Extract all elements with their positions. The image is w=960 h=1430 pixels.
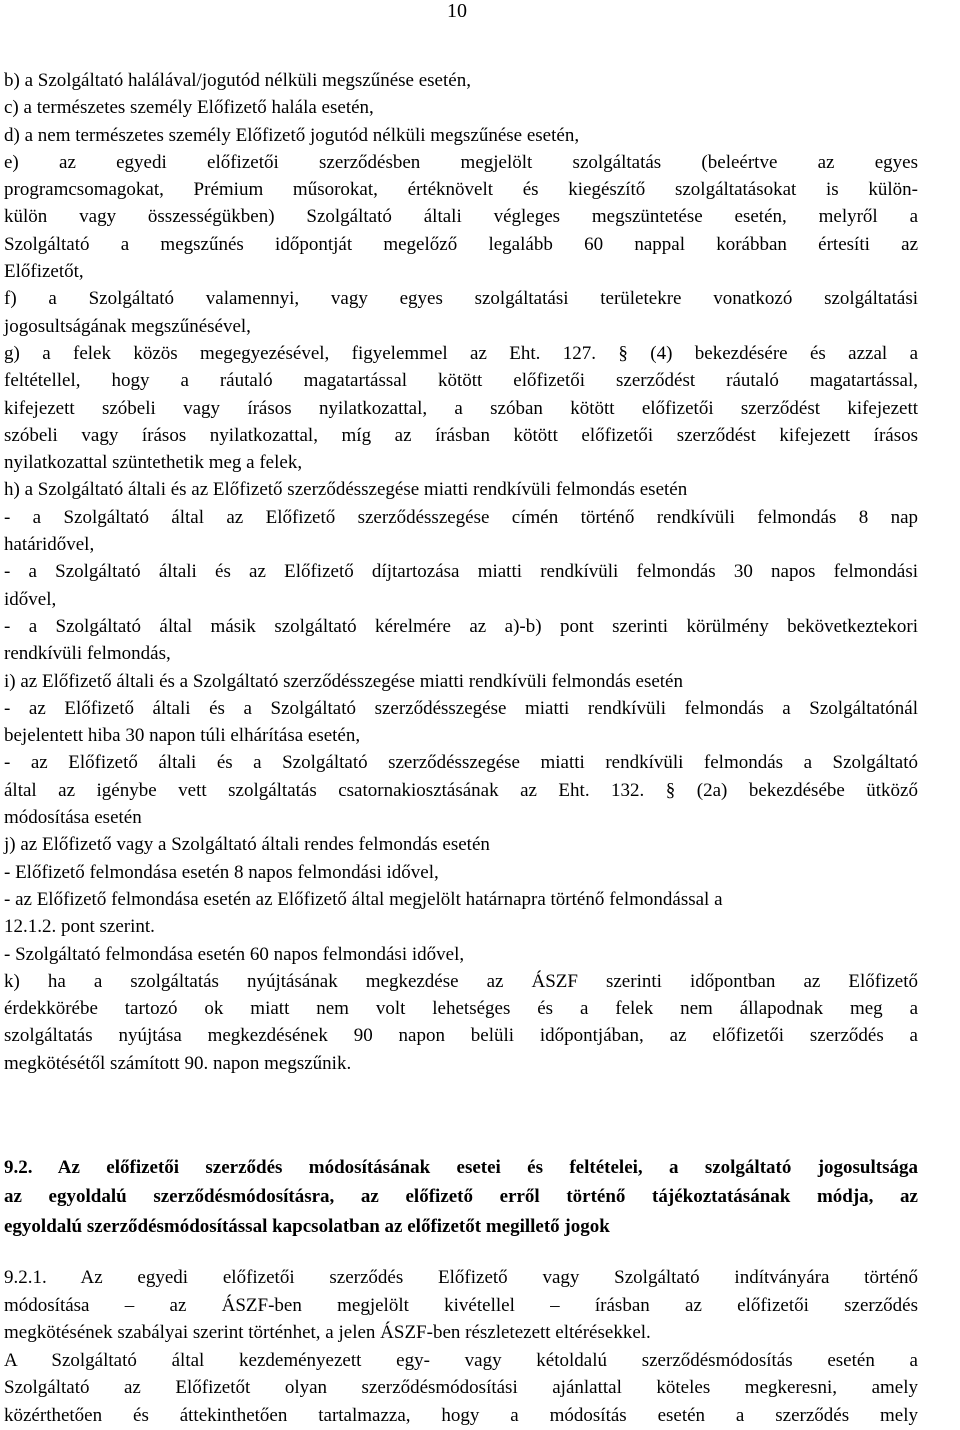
list-item: szolgáltatás nyújtása megkezdésének 90 napon belüli időpontjában, az előfizetői szerződés a bbox=[4, 1025, 918, 1047]
list-item: érdekkörébe tartozó ok miatt nem volt lehetséges és a felek nem állapodnak meg a bbox=[4, 998, 918, 1020]
section-heading-9-2 bbox=[4, 1153, 918, 1241]
list-item: c) a természetes személy Előfizető halála esetén, bbox=[4, 97, 374, 119]
list-item: h) a Szolgáltató általi és az Előfizető szerződésszegése miatti rendkívüli felmondás esetén bbox=[4, 479, 688, 501]
list-item: feltétellel, hogy a ráutaló magatartással kötött előfizetői szerződést ráutaló magatartással, bbox=[4, 370, 918, 392]
list-item: Előfizetőt, bbox=[4, 261, 84, 283]
paragraph-line: Szolgáltató az Előfizetőt olyan szerződésmódosítási ajánlattal köteles megkeresni, amely bbox=[4, 1377, 918, 1399]
list-item: f) a Szolgáltató valamennyi, vagy egyes szolgáltatási területekre vonatkozó szolgáltatási bbox=[4, 288, 918, 310]
list-item: g) a felek közös megegyezésével, figyelemmel az Eht. 127. § (4) bekezdésére és azzal a bbox=[4, 342, 918, 364]
list-item: - Szolgáltató felmondása esetén 60 napos felmondási idővel, bbox=[4, 943, 465, 965]
list-item: által az igénybe vett szolgáltatás csatornakiosztásának az Eht. 132. § (2a) bekezdésébe ütköző bbox=[4, 779, 918, 801]
list-item: d) a nem természetes személy Előfizető jogutód nélküli megszűnése esetén, bbox=[4, 124, 580, 146]
heading-line: egyoldalú szerződésmódosítással kapcsolatban az előfizetőt megillető jogok bbox=[4, 1215, 610, 1237]
list-item: - az Előfizető általi és a Szolgáltató szerződésszegése miatti rendkívüli felmondás a Szolgáltatónál bbox=[4, 697, 918, 719]
list-item: i) az Előfizető általi és a Szolgáltató szerződésszegése miatti rendkívüli felmondás esetén bbox=[4, 670, 683, 692]
list-item: - az Előfizető felmondása esetén az Előfizető által megjelölt határnapra történő felmondással a bbox=[4, 888, 723, 910]
heading-line: 9.2. Az előfizetői szerződés módosításának esetei és feltételei, a szolgáltató jogosultsága bbox=[4, 1157, 918, 1178]
list-item: módosítása esetén bbox=[4, 807, 142, 829]
paragraph-line: megkötésének szabályai szerint történhet, a jelen ÁSZF-ben részletezett eltérésekkel. bbox=[4, 1322, 651, 1344]
list-item: szóbeli vagy írásos nyilatkozattal, míg az írásban kötött előfizetői szerződést kifejezett írásos bbox=[4, 424, 918, 446]
list-item: rendkívüli felmondás, bbox=[4, 643, 171, 665]
list-item: külön vagy összességükben) Szolgáltató általi végleges megszüntetése esetén, melyről a bbox=[4, 206, 918, 228]
paragraph-line: közérthetően és áttekinthetően tartalmazza, hogy a módosítás esetén a szerződés mely bbox=[4, 1404, 918, 1426]
list-item: 12.1.2. pont szerint. bbox=[4, 916, 155, 938]
list-item: - Előfizető felmondása esetén 8 napos felmondási idővel, bbox=[4, 861, 439, 883]
page-number: 10 bbox=[447, 0, 467, 22]
list-item: jogosultságának megszűnésével, bbox=[4, 315, 251, 337]
termination-cases-list bbox=[4, 67, 918, 1077]
list-item: programcsomagokat, Prémium műsorokat, értéknövelt és kiegészítő szolgáltatásokat is külön- bbox=[4, 179, 918, 201]
list-item: bejelentett hiba 30 napon túli elhárítása esetén, bbox=[4, 725, 361, 747]
list-item: - az Előfizető általi és a Szolgáltató szerződésszegése miatti rendkívüli felmondás a Szolgáltató bbox=[4, 752, 918, 774]
list-item: nyilatkozattal szüntethetik meg a felek, bbox=[4, 452, 303, 474]
list-item: kifejezett szóbeli vagy írásos nyilatkozattal, a szóban kötött előfizetői szerződést kifejezett bbox=[4, 397, 918, 419]
section-9-2-1-body bbox=[4, 1264, 918, 1430]
list-item: - a Szolgáltató által az Előfizető szerződésszegése címén történő rendkívüli felmondás 8 nap bbox=[4, 506, 918, 528]
list-item: Szolgáltató a megszűnés időpontját megelőző legalább 60 nappal korábban értesíti az bbox=[4, 233, 918, 255]
list-item: határidővel, bbox=[4, 534, 95, 556]
list-item: j) az Előfizető vagy a Szolgáltató általi rendes felmondás esetén bbox=[4, 834, 490, 856]
paragraph-line: módosítása – az ÁSZF-ben megjelölt kivétellel – írásban az előfizetői szerződés bbox=[4, 1294, 918, 1316]
list-item: b) a Szolgáltató halálával/jogutód nélküli megszűnése esetén, bbox=[4, 70, 471, 91]
list-item: k) ha a szolgáltatás nyújtásának megkezdése az ÁSZF szerinti időpontban az Előfizető bbox=[4, 970, 918, 992]
list-item: megkötésétől számított 90. napon megszűnik. bbox=[4, 1052, 352, 1074]
list-item: idővel, bbox=[4, 588, 57, 610]
list-item: - a Szolgáltató általi és az Előfizető díjtartozása miatti rendkívüli felmondás 30 napos felmondási bbox=[4, 561, 918, 583]
paragraph-line: 9.2.1. Az egyedi előfizetői szerződés Előfizető vagy Szolgáltató indítványára történő bbox=[4, 1267, 918, 1288]
list-item: - a Szolgáltató által másik szolgáltató kérelmére az a)-b) pont szerinti körülmény bekövetkeztekori bbox=[4, 615, 918, 637]
list-item: e) az egyedi előfizetői szerződésben megjelölt szolgáltatás (beleértve az egyes bbox=[4, 151, 918, 173]
heading-line: az egyoldalú szerződésmódosításra, az előfizető erről történő tájékoztatásának módja, az bbox=[4, 1186, 918, 1208]
paragraph-line: A Szolgáltató által kezdeményezett egy- vagy kétoldalú szerződésmódosítás esetén a bbox=[4, 1349, 918, 1371]
